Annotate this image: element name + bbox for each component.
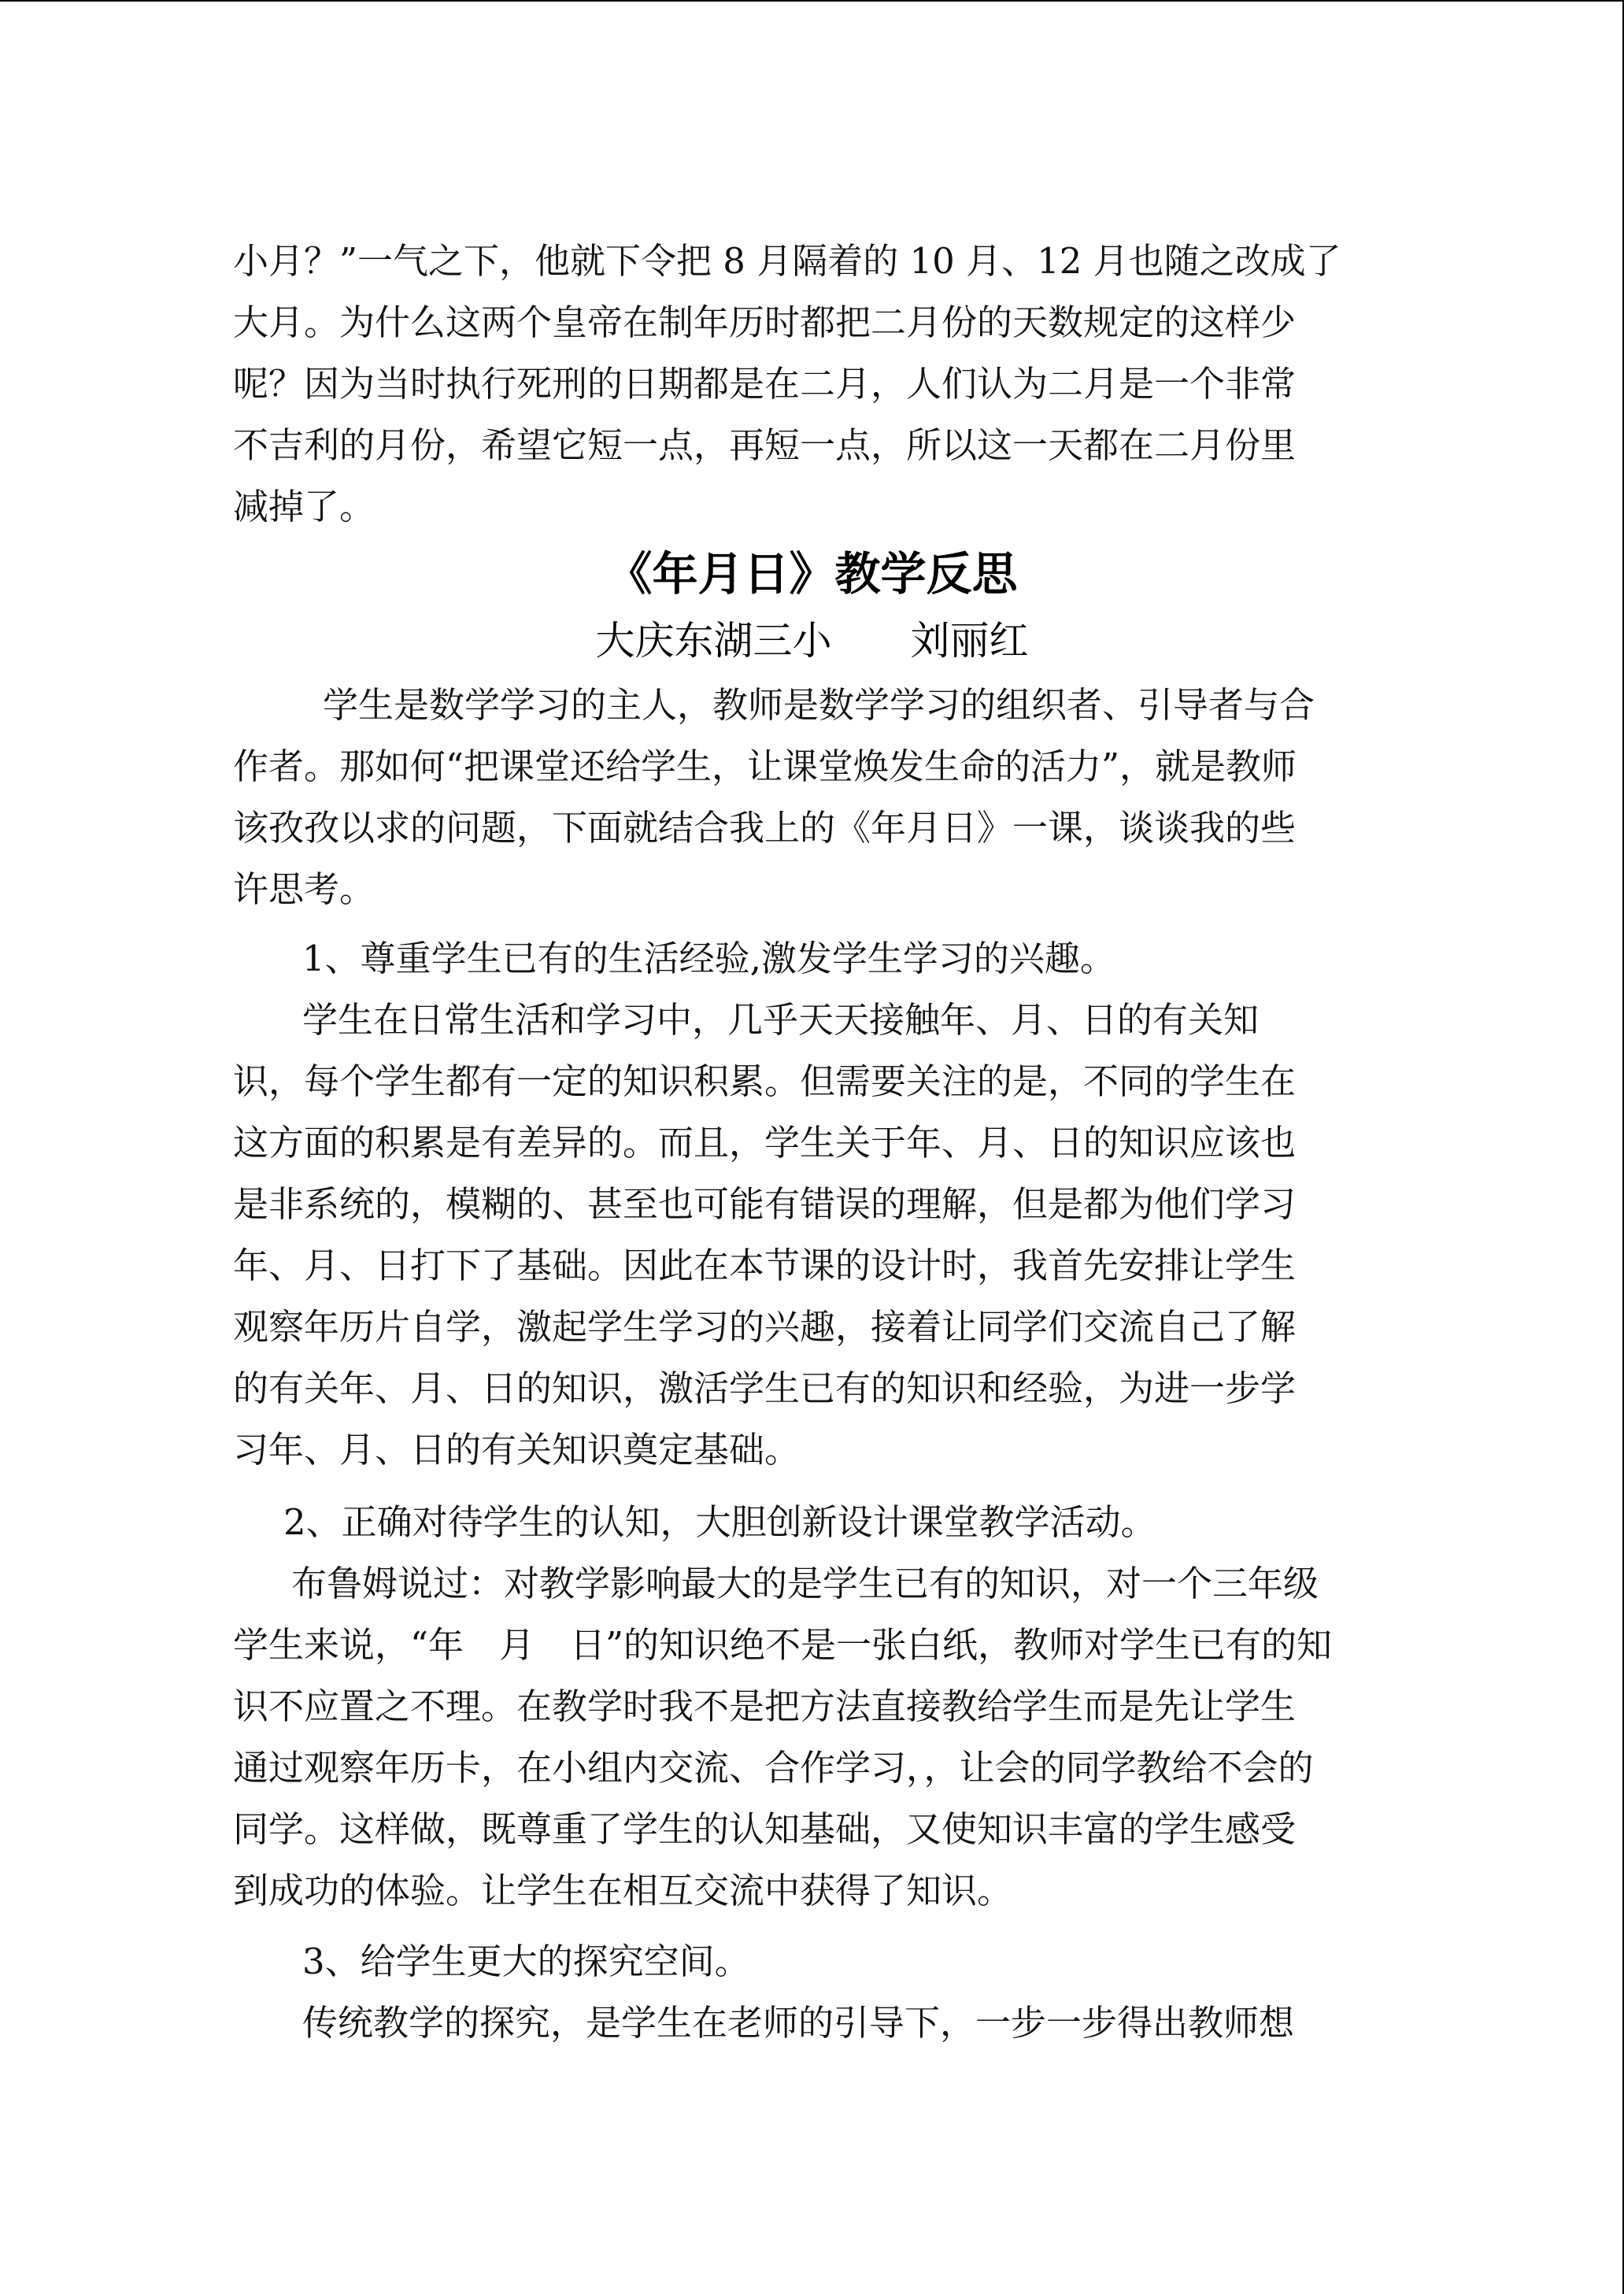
body-line-3: 该孜孜以求的问题，下面就结合我上的《年月日》一课，谈谈我的些 bbox=[233, 807, 1297, 849]
intro-line-1: 小月？”一气之下，他就下令把 8 月隔着的 10 月、12 月也随之改成了 bbox=[233, 240, 1341, 282]
intro-line-2: 大月。为什么这两个皇帝在制年历时都把二月份的天数规定的这样少 bbox=[233, 302, 1297, 343]
intro-line-3: 呢？因为当时执行死刑的日期都是在二月，人们认为二月是一个非常 bbox=[233, 363, 1297, 405]
body-line-8: 这方面的积累是有差异的。而且，学生关于年、月、日的知识应该也 bbox=[233, 1122, 1297, 1164]
body-line-4: 许思考。 bbox=[233, 868, 375, 910]
body-line-2: 作者。那如何“把课堂还给学生，让课堂焕发生命的活力”，就是教师 bbox=[233, 746, 1297, 787]
body-line-12: 的有关年、月、日的知识，激活学生已有的知识和经验，为进一步学 bbox=[233, 1367, 1297, 1409]
body-line-18: 通过观察年历卡，在小组内交流、合作学习，，让会的同学教给不会的 bbox=[233, 1747, 1314, 1789]
section-heading-2: 2、正确对待学生的认知，大胆创新设计课堂教学活动。 bbox=[283, 1501, 1156, 1543]
body-line-15: 布鲁姆说过：对教学影响最大的是学生已有的知识，对一个三年级 bbox=[291, 1563, 1319, 1604]
body-line-11: 观察年历片自学，激起学生学习的兴趣，接着让同学们交流自己了解 bbox=[233, 1306, 1297, 1348]
intro-line-5: 减掉了。 bbox=[233, 486, 375, 527]
body-line-20: 到成功的体验。让学生在相互交流中获得了知识。 bbox=[233, 1870, 1013, 1911]
body-line-16: 学生来说，“年 月 日”的知识绝不是一张白纸，教师对学生已有的知 bbox=[233, 1624, 1333, 1666]
body-line-13: 习年、月、日的有关知识奠定基础。 bbox=[233, 1429, 801, 1471]
body-line-9: 是非系统的，模糊的、甚至也可能有错误的理解，但是都为他们学习 bbox=[233, 1183, 1297, 1225]
body-line-22: 传统教学的探究，是学生在老师的引导下，一步一步得出教师想 bbox=[302, 2002, 1295, 2044]
document-author: 大庆东湖三小 刘丽红 bbox=[595, 618, 1029, 664]
intro-line-4: 不吉利的月份，希望它短一点，再短一点，所以这一天都在二月份里 bbox=[233, 424, 1297, 466]
body-line-1: 学生是数学学习的主人，教师是数学学习的组织者、引导者与合 bbox=[323, 684, 1315, 726]
document-title: 《年月日》教学反思 bbox=[606, 547, 1018, 601]
section-heading-3: 3、给学生更大的探究空间。 bbox=[302, 1941, 750, 1982]
body-line-19: 同学。这样做，既尊重了学生的认知基础，又使知识丰富的学生感受 bbox=[233, 1808, 1297, 1850]
body-line-6: 学生在日常生活和学习中，几乎天天接触年、月、日的有关知 bbox=[302, 999, 1260, 1041]
body-line-17: 识不应置之不理。在教学时我不是把方法直接教给学生而是先让学生 bbox=[233, 1685, 1297, 1727]
body-line-10: 年、月、日打下了基础。因此在本节课的设计时，我首先安排让学生 bbox=[233, 1245, 1297, 1286]
section-heading-1: 1、尊重学生已有的生活经验,激发学生学习的兴趣。 bbox=[302, 938, 1115, 979]
body-line-7: 识，每个学生都有一定的知识积累。但需要关注的是，不同的学生在 bbox=[233, 1060, 1297, 1102]
